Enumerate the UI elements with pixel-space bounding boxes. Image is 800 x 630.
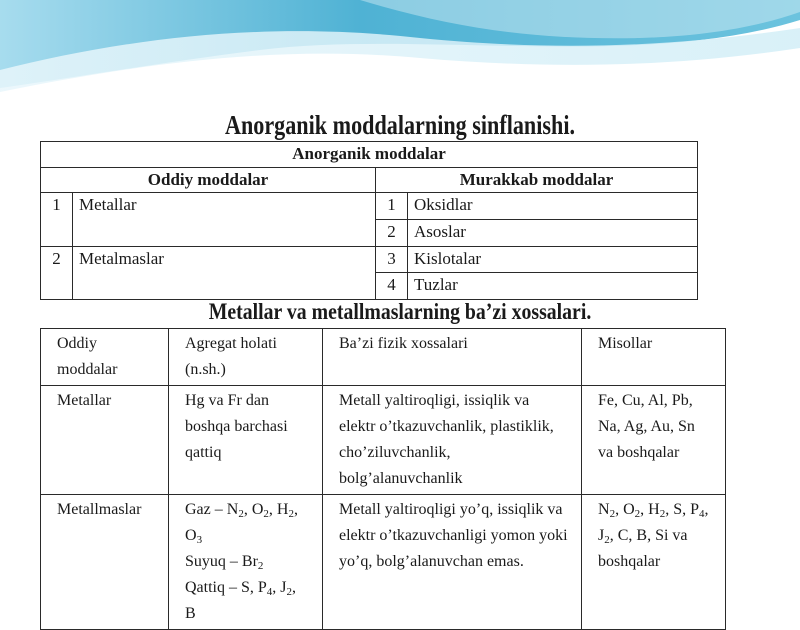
cell-metallmaslar-examples: $N_2$, $O_2$, $H_2$, S, $P_4$, $J_2$, C, B, Si va boshqalar — [582, 495, 726, 630]
cell-metalmaslar: Metalmaslar — [73, 246, 376, 299]
table-row — [41, 495, 726, 630]
cell-metallar: Metallar — [73, 193, 376, 246]
column-header-oddiy: Oddiy moddalar — [41, 167, 376, 193]
row-number: 4 — [376, 273, 408, 300]
row-number: 1 — [41, 193, 73, 246]
cell-oksidlar: Oksidlar — [408, 193, 698, 220]
section-title: Metallar va metallmaslarning ba’zi xossalari. — [208, 299, 592, 324]
properties-table — [40, 328, 726, 630]
table-header-row — [41, 329, 726, 386]
cell-metallar: Metallar — [41, 386, 169, 495]
page-title: Anorganik moddalarning sinflanishi. — [224, 110, 576, 140]
table-header-anorganik: Anorganik moddalar — [41, 142, 698, 168]
state-liquid: Suyuq – $Br_2$ — [185, 553, 264, 572]
column-header-oddiy-moddalar: Oddiy moddalar — [41, 329, 169, 386]
column-header-agregat-holati: Agregat holati (n.sh.) — [169, 329, 323, 386]
cell-metallmaslar-state — [169, 495, 323, 630]
classification-table — [40, 141, 698, 300]
table-row — [41, 246, 698, 273]
cell-kislotalar: Kislotalar — [408, 246, 698, 273]
cell-metallmaslar-props: Metall yaltiroqligi yo’q, issiqlik va elektr o’tkazuvchanligi yomon yoki yo’q, bolg’alanuvchan emas. — [323, 495, 582, 630]
row-number: 1 — [376, 193, 408, 220]
cell-metallar-examples: Fe, Cu, Al, Pb, Na, Ag, Au, Sn va boshqalar — [582, 386, 726, 495]
table-row — [41, 386, 726, 495]
cell-metallar-state: Hg va Fr dan boshqa barchasi qattiq — [169, 386, 323, 495]
decorative-wave-banner — [0, 0, 800, 110]
cell-metallar-props: Metall yaltiroqligi, issiqlik va elektr o’tkazuvchanlik, plastiklik, cho’ziluvchanlik, bolg’alanuvchanlik — [323, 386, 582, 495]
state-gas: Gaz – $N_2$, $O_2$, $H_2$, $O_3$ — [185, 501, 298, 546]
state-solid: Qattiq – S, $P_4$, $J_2$, B — [185, 579, 297, 622]
row-number: 2 — [41, 246, 73, 299]
cell-tuzlar: Tuzlar — [408, 273, 698, 300]
column-header-misollar: Misollar — [582, 329, 726, 386]
table-row — [41, 193, 698, 220]
cell-metallmaslar: Metallmaslar — [41, 495, 169, 630]
row-number: 3 — [376, 246, 408, 273]
column-header-murakkab: Murakkab moddalar — [376, 167, 698, 193]
row-number: 2 — [376, 219, 408, 246]
cell-asoslar: Asoslar — [408, 219, 698, 246]
column-header-fizik-xossalari: Ba’zi fizik xossalari — [323, 329, 582, 386]
